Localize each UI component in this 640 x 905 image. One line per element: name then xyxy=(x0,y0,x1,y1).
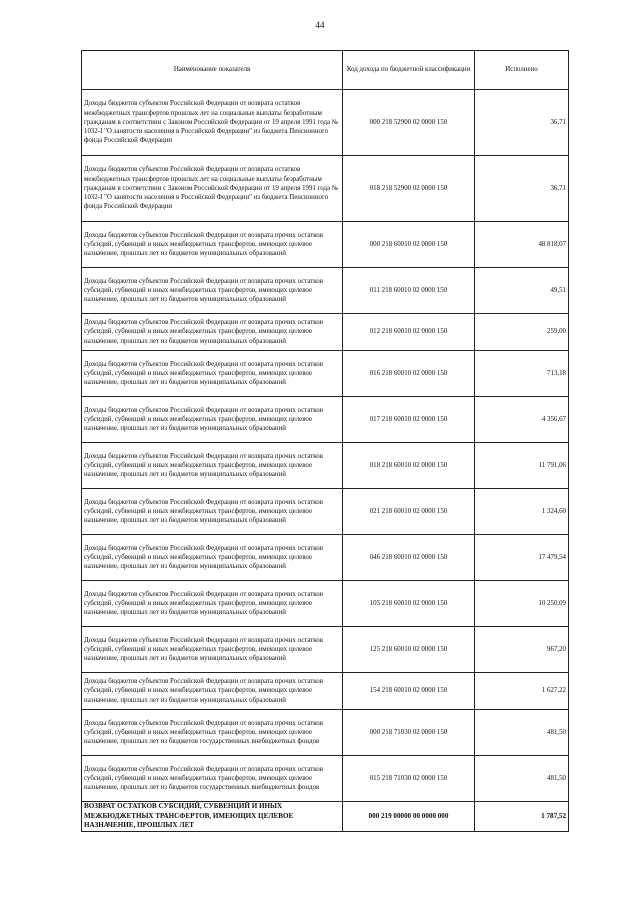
row-value-cell: 36,71 xyxy=(475,90,569,156)
row-code-cell: 021 218 60010 02 0000 150 xyxy=(343,489,475,535)
row-name-cell: Доходы бюджетов субъектов Российской Федерации от возврата остатков межбюджетных трансфертов прошлых лет на социальные выплаты безработным гражданам в соответствии с Законом Российской Федерации от 19 апреля 1991 года № 1032-I "О занятости населения в Российской Федерации" из бюджета Пенсионного фонда Российской Федерации xyxy=(82,156,343,222)
row-code-cell: 125 218 60010 02 0000 150 xyxy=(343,627,475,673)
row-name-cell: Доходы бюджетов субъектов Российской Федерации от возврата прочих остатков субсидий, субвенций и иных межбюджетных трансфертов, имеющих целевое назначение, прошлых лет из бюджетов государственных внебюджетных фондов xyxy=(82,710,343,756)
table-header-row xyxy=(82,51,569,90)
row-value-cell: 4 356,67 xyxy=(475,397,569,443)
table-row xyxy=(82,489,569,535)
revenue-table xyxy=(81,50,569,832)
row-code-cell: 018 218 60010 02 0000 150 xyxy=(343,443,475,489)
table-row xyxy=(82,90,569,156)
row-name-cell: Доходы бюджетов субъектов Российской Федерации от возврата прочих остатков субсидий, субвенций и иных межбюджетных трансфертов, имеющих целевое назначение, прошлых лет из бюджетов муниципальных образований xyxy=(82,397,343,443)
row-name-cell: Доходы бюджетов субъектов Российской Федерации от возврата прочих остатков субсидий, субвенций и иных межбюджетных трансфертов, имеющих целевое назначение, прошлых лет из бюджетов государственных внебюджетных фондов xyxy=(82,756,343,802)
table-row xyxy=(82,397,569,443)
row-code-cell: 011 218 60010 02 0000 150 xyxy=(343,268,475,314)
total-code-cell: 000 219 00000 00 0000 000 xyxy=(343,802,475,832)
table-row xyxy=(82,627,569,673)
row-value-cell: 11 791,06 xyxy=(475,443,569,489)
row-code-cell: 016 218 60010 02 0000 150 xyxy=(343,351,475,397)
row-value-cell: 17 479,54 xyxy=(475,535,569,581)
table-row xyxy=(82,351,569,397)
row-name-cell: Доходы бюджетов субъектов Российской Федерации от возврата прочих остатков субсидий, субвенций и иных межбюджетных трансфертов, имеющих целевое назначение, прошлых лет из бюджетов муниципальных образований xyxy=(82,627,343,673)
header-code: Код дохода по бюджетной классификации xyxy=(343,51,475,90)
page-number: 44 xyxy=(315,20,325,30)
total-row xyxy=(82,802,569,832)
row-code-cell: 000 218 60010 02 0000 150 xyxy=(343,222,475,268)
table-body xyxy=(82,90,569,832)
row-value-cell: 967,20 xyxy=(475,627,569,673)
row-name-cell: Доходы бюджетов субъектов Российской Федерации от возврата прочих остатков субсидий, субвенций и иных межбюджетных трансфертов, имеющих целевое назначение, прошлых лет из бюджетов муниципальных образований xyxy=(82,222,343,268)
row-name-cell: Доходы бюджетов субъектов Российской Федерации от возврата прочих остатков субсидий, субвенций и иных межбюджетных трансфертов, имеющих целевое назначение, прошлых лет из бюджетов муниципальных образований xyxy=(82,581,343,627)
row-value-cell: 481,50 xyxy=(475,710,569,756)
row-code-cell: 105 218 60010 02 0000 150 xyxy=(343,581,475,627)
row-value-cell: 49,51 xyxy=(475,268,569,314)
row-code-cell: 000 218 71030 02 0000 150 xyxy=(343,710,475,756)
table-row xyxy=(82,156,569,222)
row-value-cell: 36,71 xyxy=(475,156,569,222)
row-code-cell: 012 218 60010 02 0000 150 xyxy=(343,314,475,351)
table-row xyxy=(82,581,569,627)
row-name-cell: Доходы бюджетов субъектов Российской Федерации от возврата прочих остатков субсидий, субвенций и иных межбюджетных трансфертов, имеющих целевое назначение, прошлых лет из бюджетов муниципальных образований xyxy=(82,268,343,314)
row-value-cell: 1 324,60 xyxy=(475,489,569,535)
table-row xyxy=(82,535,569,581)
header-value: Исполнено xyxy=(475,51,569,90)
row-value-cell: 48 818,07 xyxy=(475,222,569,268)
table-row xyxy=(82,314,569,351)
row-name-cell: Доходы бюджетов субъектов Российской Федерации от возврата прочих остатков субсидий, субвенций и иных межбюджетных трансфертов, имеющих целевое назначение, прошлых лет из бюджетов муниципальных образований xyxy=(82,314,343,351)
row-name-cell: Доходы бюджетов субъектов Российской Федерации от возврата прочих остатков субсидий, субвенций и иных межбюджетных трансфертов, имеющих целевое назначение, прошлых лет из бюджетов муниципальных образований xyxy=(82,489,343,535)
row-value-cell: 481,50 xyxy=(475,756,569,802)
row-value-cell: 713,18 xyxy=(475,351,569,397)
header-name: Наименование показателя xyxy=(82,51,343,90)
row-code-cell: 018 218 52900 02 0000 150 xyxy=(343,156,475,222)
table-row xyxy=(82,222,569,268)
table-row xyxy=(82,268,569,314)
row-code-cell: 000 218 52900 02 0000 150 xyxy=(343,90,475,156)
row-name-cell: Доходы бюджетов субъектов Российской Федерации от возврата прочих остатков субсидий, субвенций и иных межбюджетных трансфертов, имеющих целевое назначение, прошлых лет из бюджетов муниципальных образований xyxy=(82,351,343,397)
row-name-cell: Доходы бюджетов субъектов Российской Федерации от возврата прочих остатков субсидий, субвенций и иных межбюджетных трансфертов, имеющих целевое назначение, прошлых лет из бюджетов муниципальных образований xyxy=(82,535,343,581)
row-name-cell: Доходы бюджетов субъектов Российской Федерации от возврата прочих остатков субсидий, субвенций и иных межбюджетных трансфертов, имеющих целевое назначение, прошлых лет из бюджетов муниципальных образований xyxy=(82,443,343,489)
total-name-cell: ВОЗВРАТ ОСТАТКОВ СУБСИДИЙ, СУБВЕНЦИЙ И ИНЫХ МЕЖБЮДЖЕТНЫХ ТРАНСФЕРТОВ, ИМЕЮЩИХ ЦЕЛЕВОЕ НАЗНАЧЕНИЕ, ПРОШЛЫХ ЛЕТ xyxy=(82,802,343,832)
row-value-cell: 1 627,22 xyxy=(475,673,569,710)
row-name-cell: Доходы бюджетов субъектов Российской Федерации от возврата остатков межбюджетных трансфертов прошлых лет на социальные выплаты безработным гражданам в соответствии с Законом Российской Федерации от 19 апреля 1991 года № 1032-I "О занятости населения в Российской Федерации" из бюджета Пенсионного фонда Российской Федерации xyxy=(82,90,343,156)
row-name-cell: Доходы бюджетов субъектов Российской Федерации от возврата прочих остатков субсидий, субвенций и иных межбюджетных трансфертов, имеющих целевое назначение, прошлых лет из бюджетов муниципальных образований xyxy=(82,673,343,710)
total-value-cell: 1 787,52 xyxy=(475,802,569,832)
row-code-cell: 017 218 60010 02 0000 150 xyxy=(343,397,475,443)
row-code-cell: 046 218 60010 02 0000 150 xyxy=(343,535,475,581)
table-row xyxy=(82,443,569,489)
table-row xyxy=(82,710,569,756)
row-code-cell: 015 218 71030 02 0000 150 xyxy=(343,756,475,802)
table-row xyxy=(82,756,569,802)
row-code-cell: 154 218 60010 02 0000 150 xyxy=(343,673,475,710)
table-row xyxy=(82,673,569,710)
row-value-cell: 259,00 xyxy=(475,314,569,351)
row-value-cell: 10 250,09 xyxy=(475,581,569,627)
